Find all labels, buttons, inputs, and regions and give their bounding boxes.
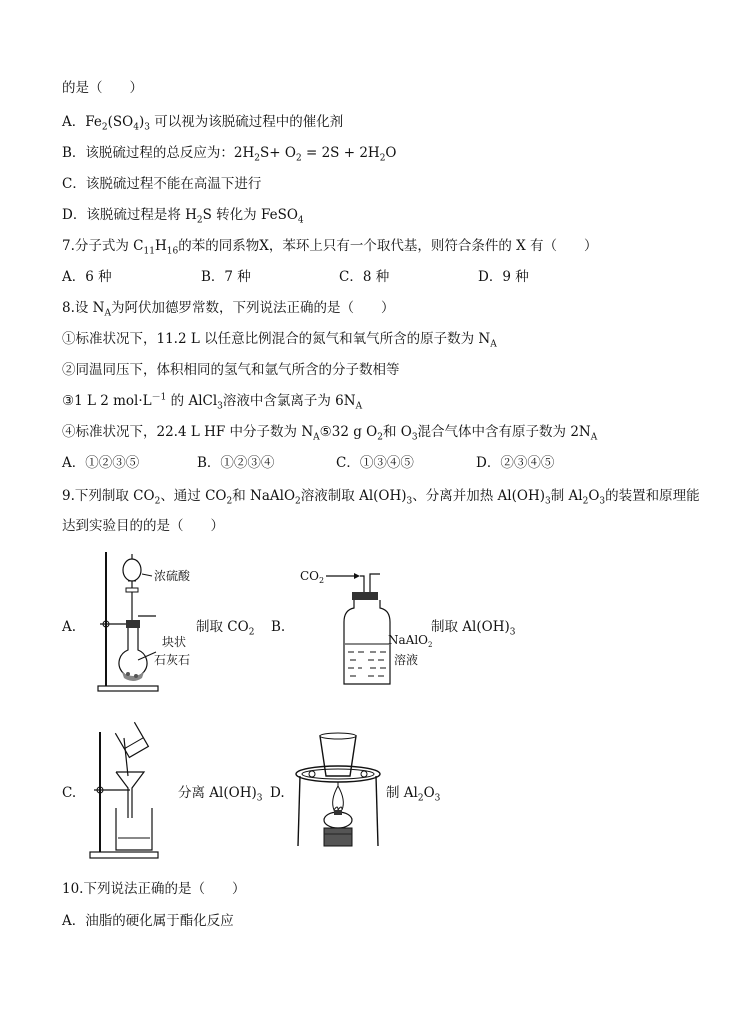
q9-option-b-caption: 制取 $Al(OH)_3$ — [431, 619, 516, 638]
q8-statement-3: ③1 L 2 $mol\cdot L^{-1}$ 的 AlCl$_3$溶液中含氯离子为 $6N_A$ — [62, 392, 363, 412]
q7-option-b: B．7 种 — [201, 269, 251, 285]
label-limestone: 石灰石 — [154, 653, 191, 667]
question-7: 7.分子式为 $C_{11}H_{16}$的苯的同系物X，苯环上只有一个取代基，则符合条件的 X 有（ ） — [62, 238, 598, 257]
q6-option-b: B．该脱硫过程的总反应为：$2H_2S+ O_2 = 2S + 2H_2O$ — [62, 145, 397, 164]
q9-option-a-caption: 制取 $CO_2$ — [196, 619, 255, 638]
q7-option-a: A．6 种 — [62, 269, 112, 285]
question-10: 10.下列说法正确的是（ ） — [62, 881, 246, 897]
q8-option-b: B．①②③④ — [197, 455, 275, 471]
q8-option-a: A．①②③⑤ — [62, 455, 140, 471]
q8-statement-4-5: ④标准状况下，22.4 L HF 中分子数为 $N_A⑤32$ g $O_2$和 $O_3$混合气体中含有原子数为 $2N_A$ — [62, 424, 598, 443]
label-co2-inlet: $CO_2$ — [300, 569, 325, 585]
q8-option-c: C．①③④⑤ — [336, 455, 414, 471]
q6-option-c: C．该脱硫过程不能在高温下进行 — [62, 176, 262, 192]
q9-option-c-caption: 分离 $Al(OH)_3$ — [178, 785, 263, 804]
label-solution: 溶液 — [394, 653, 419, 667]
q7-option-d: D．9 种 — [478, 269, 529, 285]
q9-option-a-letter: A. — [62, 619, 77, 635]
question-6-tail: 的是（ ） — [62, 80, 143, 96]
label-conc-sulfuric-acid: 浓硫酸 — [154, 569, 191, 583]
q8-statement-2: ②同温同压下，体积相同的氢气和氩气所含的分子数相等 — [62, 362, 400, 378]
q10-option-a: A．油脂的硬化属于酯化反应 — [62, 913, 234, 929]
q8-statement-1: ①标准状况下，11.2 L 以任意比例混合的氮气和氧气所含的原子数为 $N_A$ — [62, 331, 497, 350]
q7-option-c: C．8 种 — [339, 269, 390, 285]
label-naalo2: NaAlO$_2$ — [388, 633, 433, 649]
q9-option-d-caption: 制 $Al_2O_3$ — [386, 785, 441, 804]
q8-option-d: D．②③④⑤ — [476, 455, 555, 471]
apparatus-b-gas-bottle — [298, 566, 433, 690]
label-lumpy: 块状 — [162, 635, 187, 649]
apparatus-c-filtration — [86, 714, 166, 864]
apparatus-a-co2-generator — [90, 548, 190, 696]
question-9-line-2: 达到实验目的的是（ ） — [62, 518, 224, 534]
q6-option-a: A．$Fe_2(SO_4)_3$ 可以视为该脱硫过程中的催化剂 — [62, 114, 344, 133]
q9-option-c-letter: C. — [62, 785, 77, 801]
q9-option-b-letter: B. — [271, 619, 286, 635]
q9-option-d-letter: D. — [270, 785, 285, 801]
q6-option-d: D．该脱硫过程是将 $H_2S$ 转化为 FeSO$_4$ — [62, 207, 304, 226]
question-9: 9.下列制取 $CO_2$、通过 $CO_2$和 NaAlO$_2$溶液制取 $Al(OH)_3$、分离并加热 $Al(OH)_3$制 $Al_2O_3$的装置和原理能 — [62, 488, 700, 507]
question-8: 8.设 $N_A$为阿伏加德罗常数，下列说法正确的是（ ） — [62, 300, 395, 319]
apparatus-d-crucible-heating — [294, 734, 394, 854]
